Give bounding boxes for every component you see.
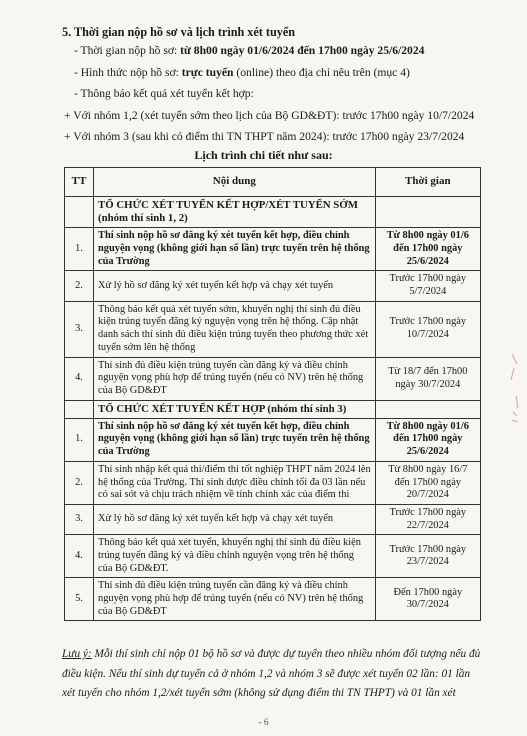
row-number: 2.	[65, 461, 94, 504]
table-row	[65, 271, 481, 301]
row-number: 5.	[65, 578, 94, 621]
result-announcement-line: - Thông báo kết quả xét tuyển kết hợp:	[74, 87, 254, 100]
table-row	[65, 578, 481, 621]
row-time: Từ 8h00 ngày 01/6 đến 17h00 ngày 25/6/2024	[375, 228, 480, 271]
group2-header-row	[65, 400, 481, 418]
schedule-title: Lịch trình chi tiết như sau:	[194, 148, 333, 162]
group12-result-line: + Với nhóm 1,2 (xét tuyển sớm theo lịch của Bộ GD&ĐT): trước 17h00 ngày 10/7/2024	[64, 109, 475, 122]
row-content: Thí sinh nộp hồ sơ đăng ký xét tuyển kết hợp, điều chỉnh nguyện vọng (không giới hạn số lần) trực tuyến trên hệ thống của Trường	[94, 228, 376, 271]
table-row	[65, 357, 481, 400]
row-number: 2.	[65, 271, 94, 301]
submission-time-line: - Thời gian nộp hồ sơ: từ 8h00 ngày 01/6/2024 đến 17h00 ngày 25/6/2024	[74, 44, 425, 57]
group1-title: TỔ CHỨC XÉT TUYỂN KẾT HỢP/XÉT TUYỂN SỚM (nhóm thí sinh 1, 2)	[94, 197, 376, 228]
note-text: Mỗi thí sinh chỉ nộp 01 bộ hồ sơ và được dự tuyển theo nhiều nhóm đối tượng nếu đủ điều kiện. Nếu thí sinh dự tuyển cả ở nhóm 1,2 và nhóm 3 sẽ được xét tuyển 02 lần: 01 lần xét tuyển cho nhóm 1,2/xét tuyển sớm (không sử dụng điểm thi TN THPT) và 01 lần xét	[62, 648, 481, 700]
table-row	[65, 418, 481, 461]
row-number: 1.	[65, 228, 94, 271]
header-tt: TT	[65, 168, 94, 197]
row-number: 4.	[65, 357, 94, 400]
row-number: 3.	[65, 301, 94, 357]
table-row	[65, 228, 481, 271]
header-time: Thời gian	[375, 168, 480, 197]
row-content: Thí sinh đủ điều kiện trúng tuyển cần đăng ký và điều chỉnh nguyện vọng phù hợp để trúng tuyển (nếu có NV) trên hệ thống của Bộ GD&ĐT	[94, 578, 376, 621]
row-time: Đến 17h00 ngày 30/7/2024	[375, 578, 480, 621]
row-number: 1.	[65, 418, 94, 461]
page-number: - 6	[258, 718, 269, 728]
row-content: Thông báo kết quả xét tuyển, khuyến nghị thí sinh đủ điều kiện trúng tuyển đăng ký và điều chỉnh nguyện vọng trên hệ thống của Bộ GD&ĐT.	[94, 535, 376, 578]
row-number: 3.	[65, 504, 94, 534]
table-row	[65, 504, 481, 534]
row-content: Thí sinh nhập kết quả thi/điểm thi tốt nghiệp THPT năm 2024 lên hệ thống của Trường. Thí sinh được điều chỉnh tối đa 03 lần nếu có sai sót và chịu trách nhiệm về tính chính xác của điểm thi	[94, 461, 376, 504]
group1-header-row	[65, 197, 481, 228]
table-header-row	[65, 168, 481, 197]
row-time: Từ 8h00 ngày 16/7 đến 17h00 ngày 20/7/2024	[375, 461, 480, 504]
header-content: Nội dung	[94, 168, 376, 197]
row-content: Xử lý hồ sơ đăng ký xét tuyển kết hợp và chạy xét tuyển	[94, 504, 376, 534]
row-time: Trước 17h00 ngày 22/7/2024	[375, 504, 480, 534]
note-label: Lưu ý:	[62, 648, 92, 660]
row-number: 4.	[65, 535, 94, 578]
row-time: Trước 17h00 ngày 5/7/2024	[375, 271, 480, 301]
row-time: Từ 18/7 đến 17h00 ngày 30/7/2024	[375, 357, 480, 400]
row-time: Từ 8h00 ngày 01/6 đến 17h00 ngày 25/6/2024	[375, 418, 480, 461]
group3-result-line: + Với nhóm 3 (sau khi có điểm thi TN THPT năm 2024): trước 17h00 ngày 23/7/2024	[64, 130, 465, 143]
margin-pen-mark	[508, 350, 522, 430]
row-time: Trước 17h00 ngày 10/7/2024	[375, 301, 480, 357]
group2-title: TỔ CHỨC XÉT TUYỂN KẾT HỢP (nhóm thí sinh 3)	[94, 400, 376, 418]
table-row	[65, 301, 481, 357]
row-content: Xử lý hồ sơ đăng ký xét tuyển kết hợp và chạy xét tuyển	[94, 271, 376, 301]
schedule-table	[64, 167, 481, 621]
note-paragraph	[62, 645, 486, 704]
table-row	[65, 535, 481, 578]
row-content: Thí sinh đủ điều kiện trúng tuyển cần đăng ký và điều chỉnh nguyện vọng phù hợp để trúng tuyển (nếu có NV) trên hệ thống của Bộ GD&ĐT	[94, 357, 376, 400]
table-row	[65, 461, 481, 504]
submission-method-line: - Hình thức nộp hồ sơ: trực tuyến (online) theo địa chỉ nêu trên (mục 4)	[74, 66, 410, 79]
row-content: Thông báo kết quả xét tuyển sớm, khuyến nghị thí sinh đủ điều kiện trúng tuyển đăng ký nguyện vọng trên hệ thống. Cập nhật danh sách thí sinh đủ điều kiện trúng tuyển theo phương thức xét tuyển sớm lên hệ thống	[94, 301, 376, 357]
row-time: Trước 17h00 ngày 23/7/2024	[375, 535, 480, 578]
section-title: 5. Thời gian nộp hồ sơ và lịch trình xét tuyển	[62, 25, 296, 39]
row-content: Thí sinh nộp hồ sơ đăng ký xét tuyển kết hợp, điều chỉnh nguyện vọng (không giới hạn số lần) trực tuyến trên hệ thống của Trường	[94, 418, 376, 461]
